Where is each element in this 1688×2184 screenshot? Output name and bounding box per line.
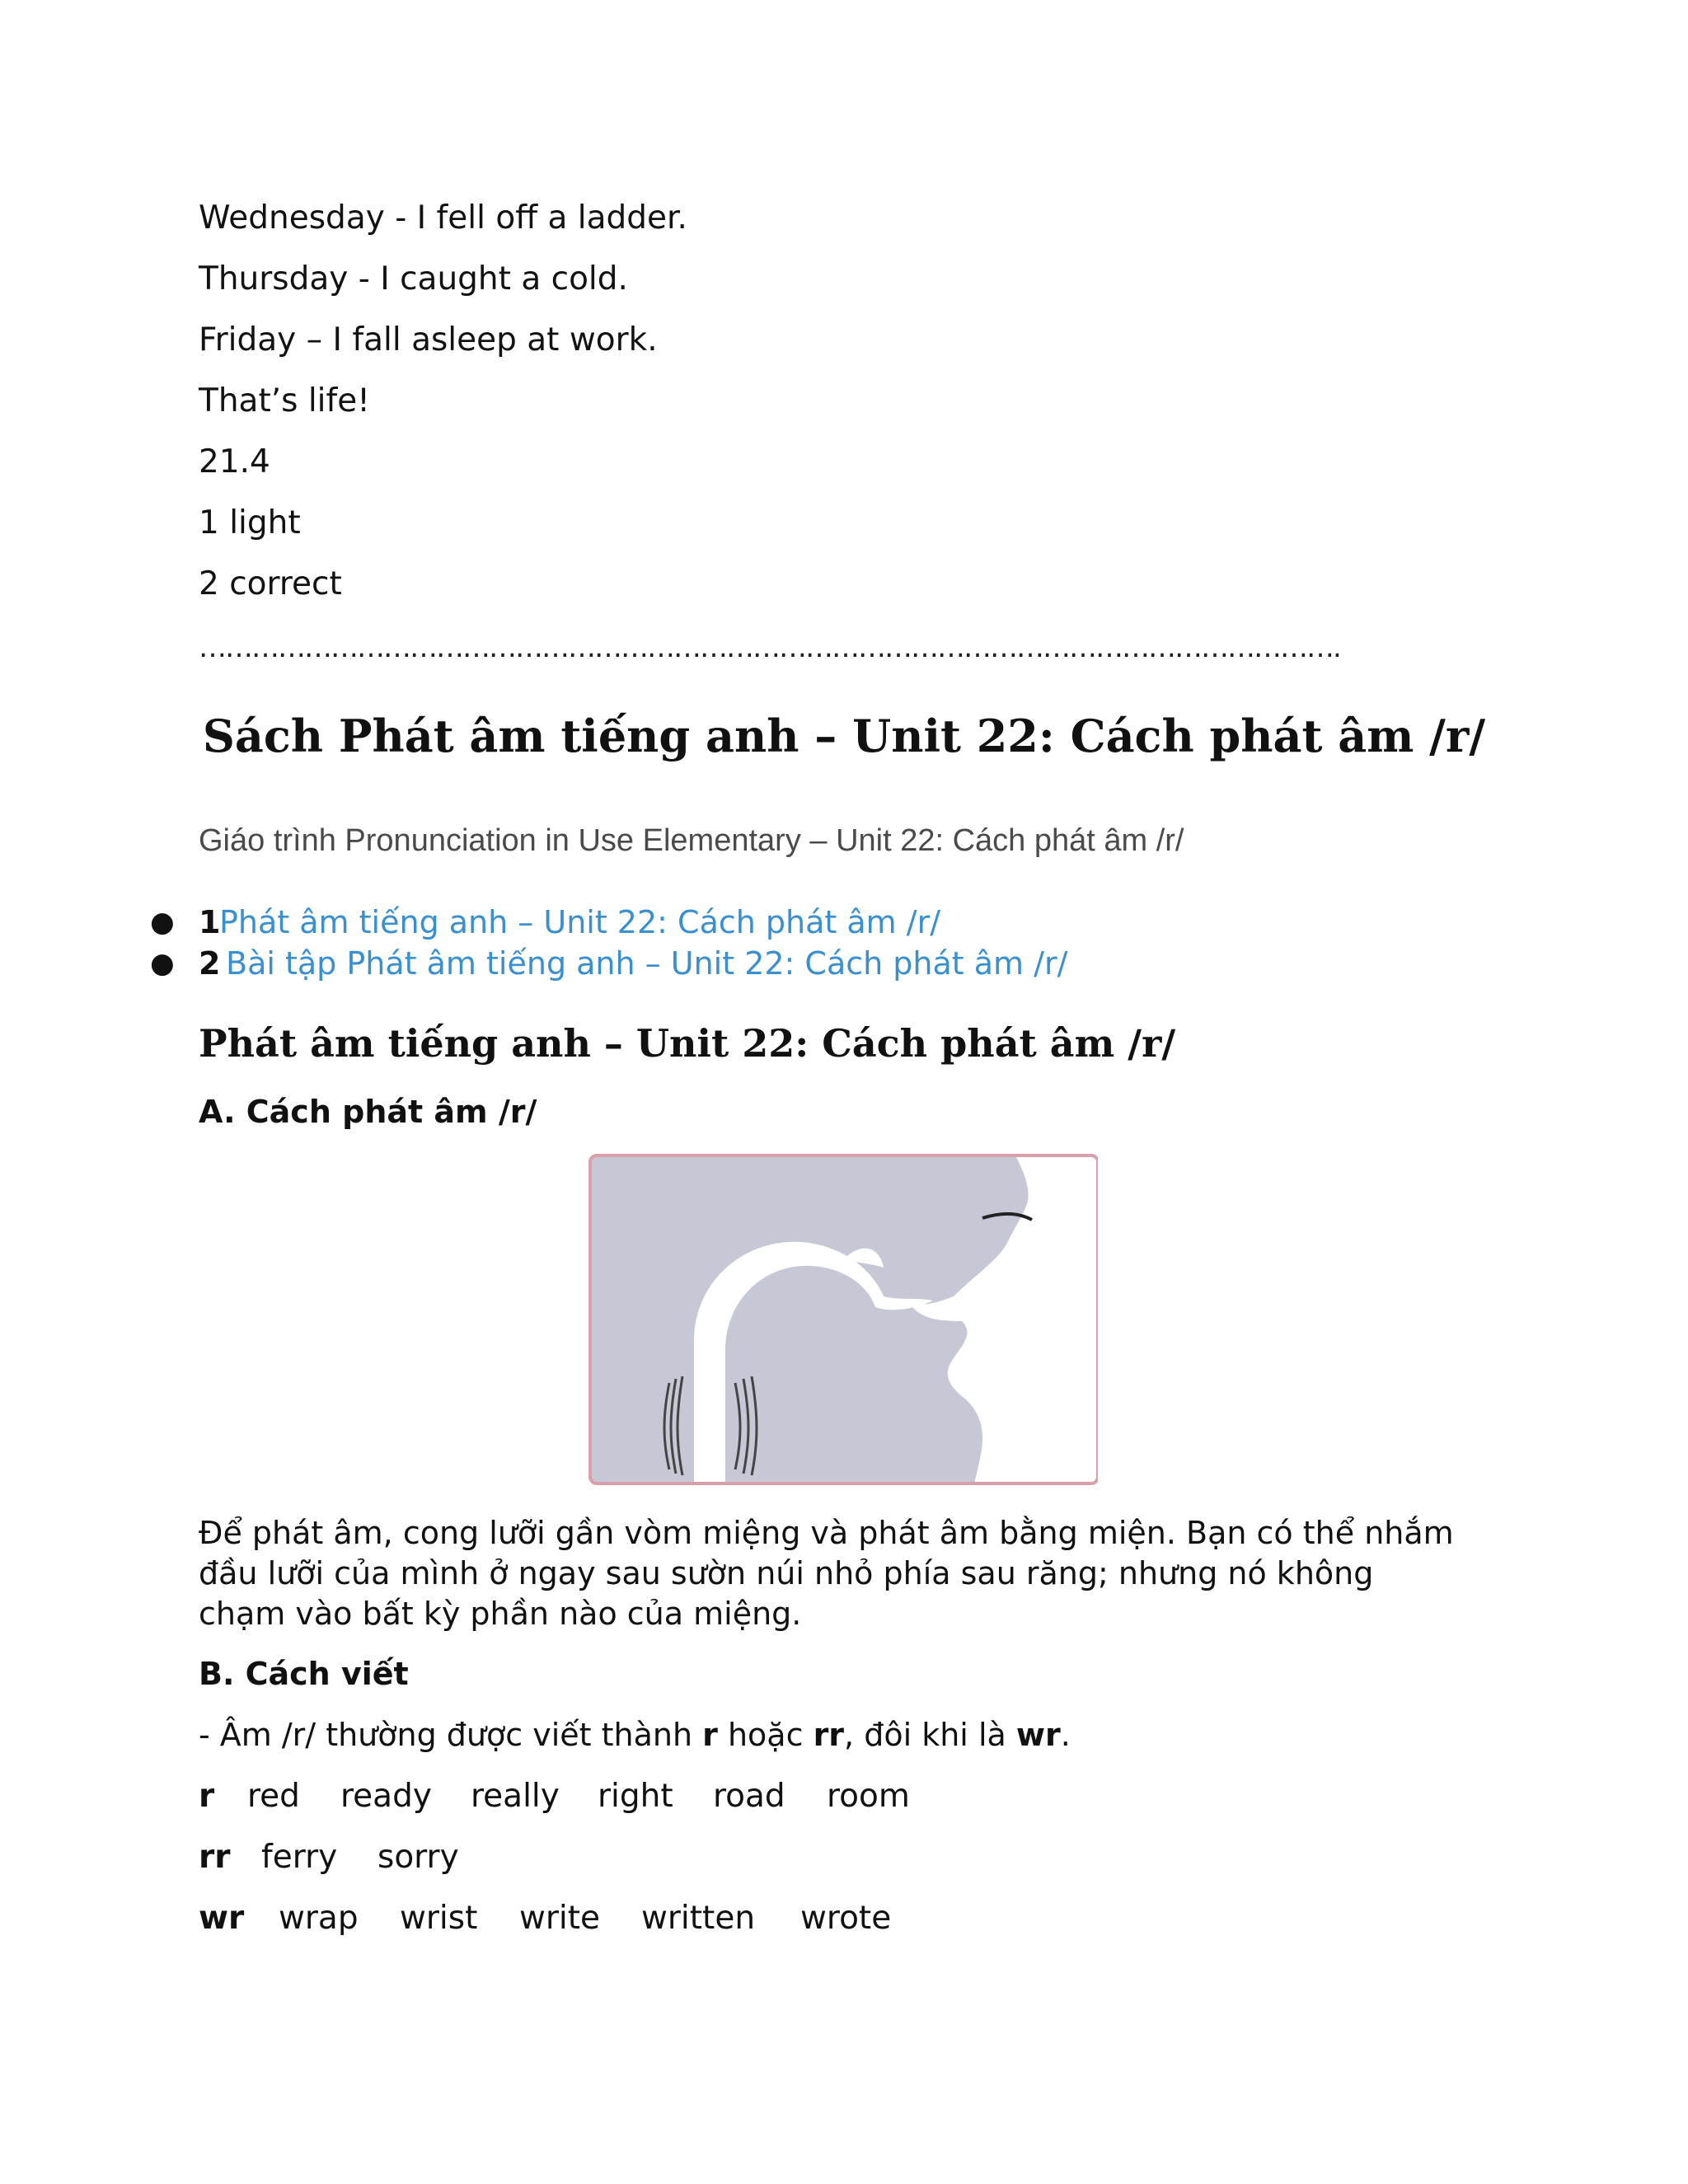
spelling-key: r — [199, 1778, 215, 1815]
example-word: written — [641, 1900, 756, 1937]
page-subtitle: Giáo trình Pronunciation in Use Elementary – Unit 22: Cách phát âm /r/ — [199, 823, 1184, 858]
example-word: road — [713, 1778, 785, 1815]
section-heading: Phát âm tiếng anh – Unit 22: Cách phát âm /r/ — [199, 1021, 1176, 1066]
toc-number: 2 — [199, 945, 221, 982]
spelling-key: wr — [199, 1900, 245, 1937]
toc-link[interactable]: Bài tập Phát âm tiếng anh – Unit 22: Cách phát âm /r/ — [226, 945, 1068, 982]
answer-line: 1 light — [199, 504, 301, 541]
answer-line: 21.4 — [199, 443, 270, 480]
answer-line: Wednesday - I fell off a ladder. — [199, 199, 687, 237]
part-b-heading: B. Cách viết — [199, 1656, 409, 1692]
rule-text: . — [1060, 1717, 1071, 1753]
description-line: Để phát âm, cong lưỡi gần vòm miệng và phát âm bằng miện. Bạn có thể nhắm — [199, 1515, 1454, 1551]
description-line: đầu lưỡi của mình ở ngay sau sườn núi nhỏ phía sau răng; nhưng nó không — [199, 1555, 1374, 1591]
part-a-heading: A. Cách phát âm /r/ — [199, 1094, 537, 1130]
toc-item — [0, 902, 1688, 943]
spelling-rule — [199, 1714, 1071, 1755]
rule-r: r — [702, 1717, 718, 1753]
spelling-key: rr — [199, 1839, 231, 1876]
rule-text: - Âm /r/ thường được viết thành — [199, 1717, 703, 1753]
answer-line: That’s life! — [199, 382, 370, 419]
toc-number: 1 — [199, 904, 221, 940]
pronunciation-description — [199, 1513, 1517, 1634]
example-word: right — [598, 1778, 673, 1815]
example-word: ready — [340, 1778, 432, 1815]
answer-line: 2 correct — [199, 565, 342, 602]
example-word: really — [471, 1778, 560, 1815]
rule-text: hoặc — [717, 1717, 814, 1753]
example-word: ferry — [261, 1839, 338, 1876]
description-line: chạm vào bất kỳ phần nào của miệng. — [199, 1596, 802, 1632]
example-word: red — [247, 1778, 300, 1815]
example-word: sorry — [377, 1839, 459, 1876]
example-word: write — [519, 1900, 601, 1937]
example-word: room — [827, 1778, 910, 1815]
example-word: wrist — [400, 1900, 478, 1937]
toc-link[interactable]: Phát âm tiếng anh – Unit 22: Cách phát âm /r/ — [219, 904, 941, 940]
mouth-diagram-image — [587, 1152, 1098, 1487]
answer-line: Thursday - I caught a cold. — [199, 260, 628, 298]
rule-rr: rr — [813, 1717, 845, 1753]
rule-wr: wr — [1015, 1717, 1061, 1753]
page-title: Sách Phát âm tiếng anh – Unit 22: Cách phát âm /r/ — [202, 710, 1486, 762]
bullet-icon: ● — [150, 906, 175, 939]
example-word: wrote — [800, 1900, 892, 1937]
example-word: wrap — [279, 1900, 359, 1937]
bullet-icon: ● — [150, 947, 175, 980]
toc-item — [0, 943, 1688, 984]
rule-text: , đôi khi là — [844, 1717, 1016, 1753]
table-of-contents — [0, 902, 1688, 984]
answer-line: Friday – I fall asleep at work. — [199, 321, 658, 359]
dotted-separator: …………………………………………………………………………………………………………………. — [199, 631, 1340, 664]
